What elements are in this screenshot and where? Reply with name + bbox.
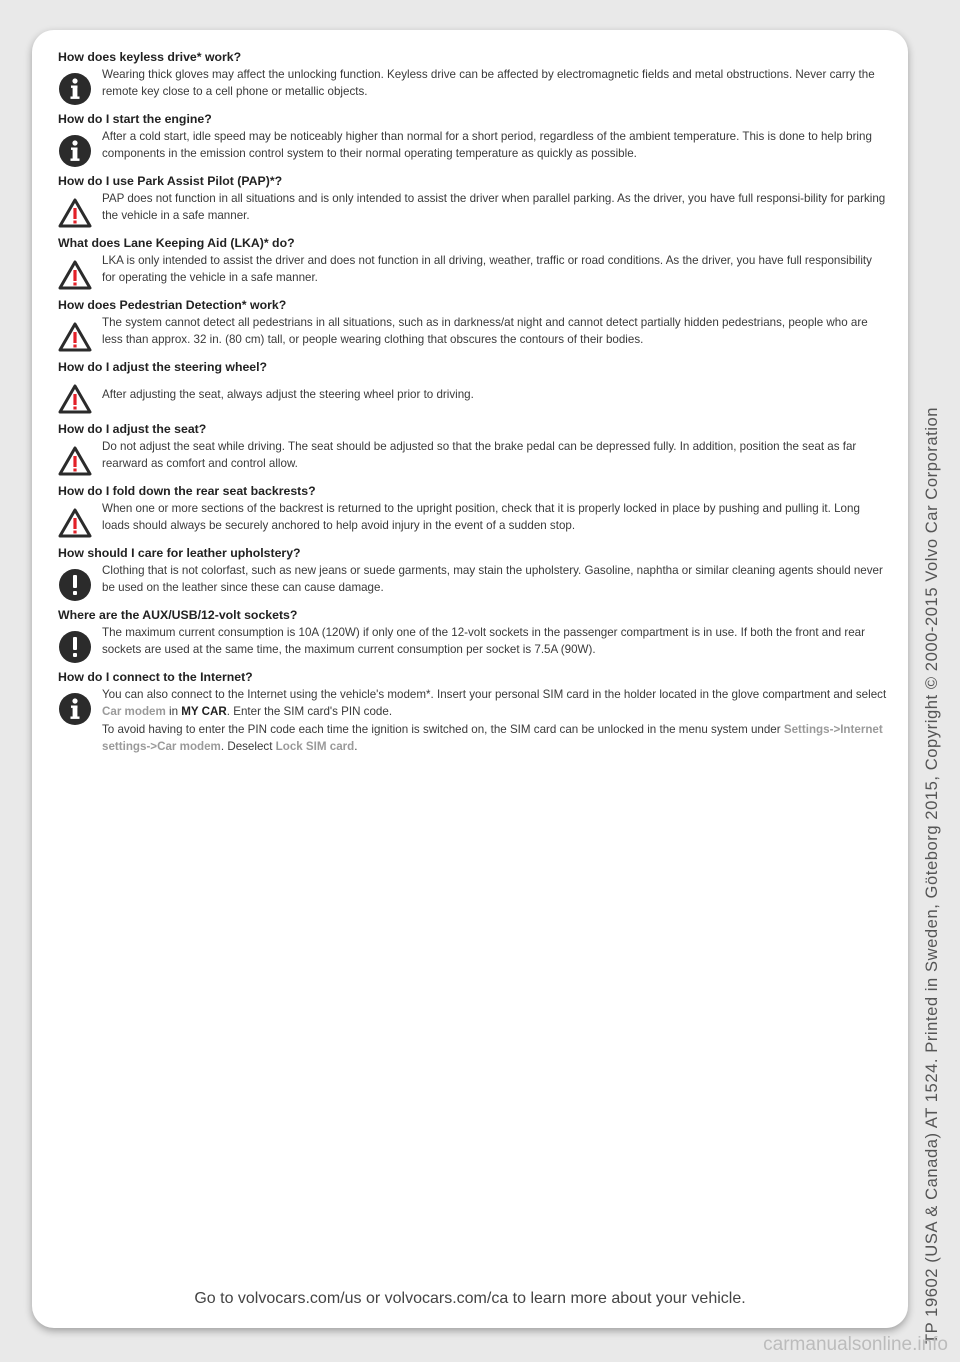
- qa-item: [58, 112, 888, 168]
- answer-text: When one or more sections of the backrest is returned to the upright position, check that it is properly locked in place by pushing and pulling it. Long loads should always be securely anchored to help avoid injury in the event of a sudden stop.: [102, 502, 860, 533]
- warning-icon: [58, 376, 102, 416]
- answer-text: Do not adjust the seat while driving. The seat should be adjusted so that the brake pedal can be depressed fully. In addition, position the seat as far rearward as comfort and control allow.: [102, 440, 857, 471]
- question-heading: How do I fold down the rear seat backrests?: [58, 484, 316, 498]
- question-heading: Where are the AUX/USB/12-volt sockets?: [58, 608, 298, 622]
- warning-icon: [58, 252, 102, 292]
- info-icon: [58, 686, 102, 726]
- answer-text: Wearing thick gloves may affect the unlocking function. Keyless drive can be affected by electromagnetic fields and metal obstructions. Never carry the remote key close to a cell phone or metallic objects.: [102, 68, 875, 99]
- important-icon: [58, 562, 102, 602]
- qa-item: [58, 546, 888, 602]
- my-car-term: MY CAR: [181, 705, 227, 719]
- warning-icon: [58, 190, 102, 230]
- qa-item: [58, 360, 888, 416]
- question-heading: How does keyless drive* work?: [58, 50, 242, 64]
- text-run: . Enter the SIM card's PIN code.: [226, 705, 393, 719]
- internet-paragraph-1: [102, 686, 888, 721]
- qa-item: [58, 608, 888, 664]
- answer-text: The maximum current consumption is 10A (120W) if only one of the 12-volt sockets in the passenger compartment is in use. If both the front and rear sockets are used at the same time, the maximum current consumption per socket is 7.5A (90W).: [102, 626, 865, 657]
- page-card: [32, 30, 908, 1328]
- answer-text: LKA is only intended to assist the driver and does not function in all driving, weather, traffic or road conditions. As the driver, you have full responsibility for operating the vehicle in a safe manner.: [102, 254, 872, 285]
- qa-item: [58, 484, 888, 540]
- qa-item: [58, 50, 888, 106]
- text-run: .: [354, 740, 358, 754]
- question-heading: How do I adjust the steering wheel?: [58, 360, 268, 374]
- question-heading: How do I connect to the Internet?: [58, 670, 253, 684]
- question-heading: How do I start the engine?: [58, 112, 212, 126]
- answer-text: After a cold start, idle speed may be noticeably higher than normal for a short period, regardless of the ambient temperature. This is done to help bring components in the emission control system to their normal operating temperature as quickly as possible.: [102, 130, 872, 161]
- warning-icon: [58, 314, 102, 354]
- qa-item: [58, 298, 888, 354]
- question-heading: How do I adjust the seat?: [58, 422, 207, 436]
- menu-path-term: Settings->Internet settings->Car modem: [102, 722, 883, 754]
- internet-paragraph-2: [102, 721, 888, 756]
- question-heading: How does Pedestrian Detection* work?: [58, 298, 287, 312]
- info-icon: [58, 66, 102, 106]
- answer-text: The system cannot detect all pedestrians in all situations, such as in darkness/at night and cannot detect partially hidden pedestrians, people who are less than approx. 32 in. (80 cm) tall, or people wearing clothing that obscures the contours of their bodies.: [102, 316, 868, 347]
- answer-text: PAP does not function in all situations and is only intended to assist the driver when parallel parking. As the driver, you have full responsi-bility for parking the vehicle in a safe manner.: [102, 192, 886, 223]
- qa-list: [58, 50, 888, 762]
- answer-text: Clothing that is not colorfast, such as new jeans or suede garments, may stain the upholstery. Gasoline, naphtha or similar cleaning agents should never be used on the leather since these can cause damage.: [102, 564, 883, 595]
- qa-item: [58, 422, 888, 478]
- answer-text: After adjusting the seat, always adjust the steering wheel prior to driving.: [102, 388, 474, 401]
- watermark: carmanualsonline.info: [763, 1334, 948, 1355]
- question-heading: How should I care for leather upholstery?: [58, 546, 301, 560]
- question-heading: What does Lane Keeping Aid (LKA)* do?: [58, 236, 295, 250]
- text-run: . Deselect: [220, 740, 276, 754]
- text-run: in: [165, 705, 182, 719]
- text-run: You can also connect to the Internet using the vehicle's modem*. Insert your personal SIM card in the holder located in the glove compartment and select: [102, 688, 887, 701]
- car-modem-term: Car modem: [102, 705, 166, 719]
- lock-sim-term: Lock SIM card: [275, 740, 355, 754]
- side-copyright: TP 19602 (USA & Canada) AT 1524. Printed in Sweden, Göteborg 2015, Copyright © 2000-2015 Volvo Car Corporation: [922, 406, 941, 1344]
- answer-text: [102, 686, 888, 756]
- important-icon: [58, 624, 102, 664]
- warning-icon: [58, 500, 102, 540]
- text-run: To avoid having to enter the PIN code each time the ignition is switched on, the SIM card can be unlocked in the menu system under: [102, 722, 784, 736]
- warning-icon: [58, 438, 102, 478]
- footer-note: Go to volvocars.com/us or volvocars.com/ca to learn more about your vehicle.: [194, 1290, 746, 1307]
- question-heading: How do I use Park Assist Pilot (PAP)*?: [58, 174, 283, 188]
- qa-item: [58, 174, 888, 230]
- info-icon: [58, 128, 102, 168]
- qa-item: [58, 236, 888, 292]
- qa-item-internet: [58, 670, 888, 756]
